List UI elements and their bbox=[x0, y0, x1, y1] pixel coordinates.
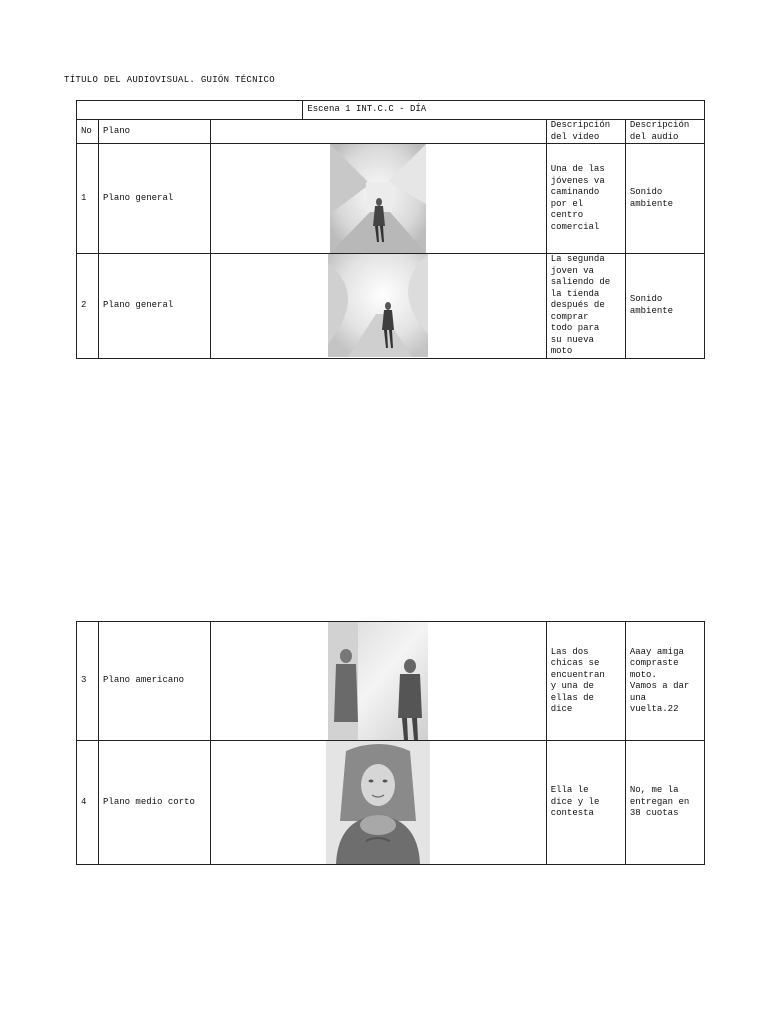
script-table-2 bbox=[76, 621, 705, 865]
shot-number: 2 bbox=[77, 254, 99, 359]
shot-number: 1 bbox=[77, 144, 99, 254]
shot-image-cell bbox=[211, 622, 547, 741]
script-table-1 bbox=[76, 100, 705, 359]
shot-number: 3 bbox=[77, 622, 99, 741]
col-header-image bbox=[211, 120, 547, 144]
col-header-plano: Plano bbox=[99, 120, 211, 144]
girl-portrait-scarf-image bbox=[326, 741, 430, 864]
shot-video-description: Las dos chicas se encuentran y una de ellas de dice bbox=[546, 622, 625, 741]
shot-image-cell bbox=[211, 144, 547, 254]
shot-audio-description: Aaay amiga compraste moto. Vamos a dar una vuelta.22 bbox=[625, 622, 704, 741]
shot-audio-description: No, me la entregan en 38 cuotas bbox=[625, 741, 704, 865]
shot-video-description: Una de las jóvenes va caminando por el centro comercial bbox=[546, 144, 625, 254]
col-header-audio: Descripción del audio bbox=[625, 120, 704, 144]
two-girls-meeting-image bbox=[328, 622, 428, 740]
scene-header-row bbox=[77, 101, 705, 120]
shot-video-description: Ella le dice y le contesta bbox=[546, 741, 625, 865]
shot-plano: Plano americano bbox=[99, 622, 211, 741]
shot-plano: Plano general bbox=[99, 254, 211, 359]
shot-audio-description: Sonido ambiente bbox=[625, 144, 704, 254]
scene-blank-cell bbox=[77, 101, 303, 120]
col-header-no: No bbox=[77, 120, 99, 144]
table-row bbox=[77, 741, 705, 865]
shot-number: 4 bbox=[77, 741, 99, 865]
table-row bbox=[77, 254, 705, 359]
table-row bbox=[77, 622, 705, 741]
girl-walking-mall-corridor-image bbox=[330, 144, 426, 253]
shot-image-cell bbox=[211, 254, 547, 359]
table-row bbox=[77, 144, 705, 254]
document-title: TÍTULO DEL AUDIOVISUAL. GUIÓN TÉCNICO bbox=[64, 75, 275, 85]
scene-heading: Escena 1 INT.C.C - DÍA bbox=[303, 101, 705, 120]
shot-plano: Plano medio corto bbox=[99, 741, 211, 865]
col-header-video: Descripción del video bbox=[546, 120, 625, 144]
shot-video-description: La segunda joven va saliendo de la tienda después de comprar todo para su nueva moto bbox=[546, 254, 625, 359]
girl-leaving-store-image bbox=[328, 254, 428, 357]
shot-audio-description: Sonido ambiente bbox=[625, 254, 704, 359]
shot-image-cell bbox=[211, 741, 547, 865]
shot-plano: Plano general bbox=[99, 144, 211, 254]
column-header-row bbox=[77, 120, 705, 144]
